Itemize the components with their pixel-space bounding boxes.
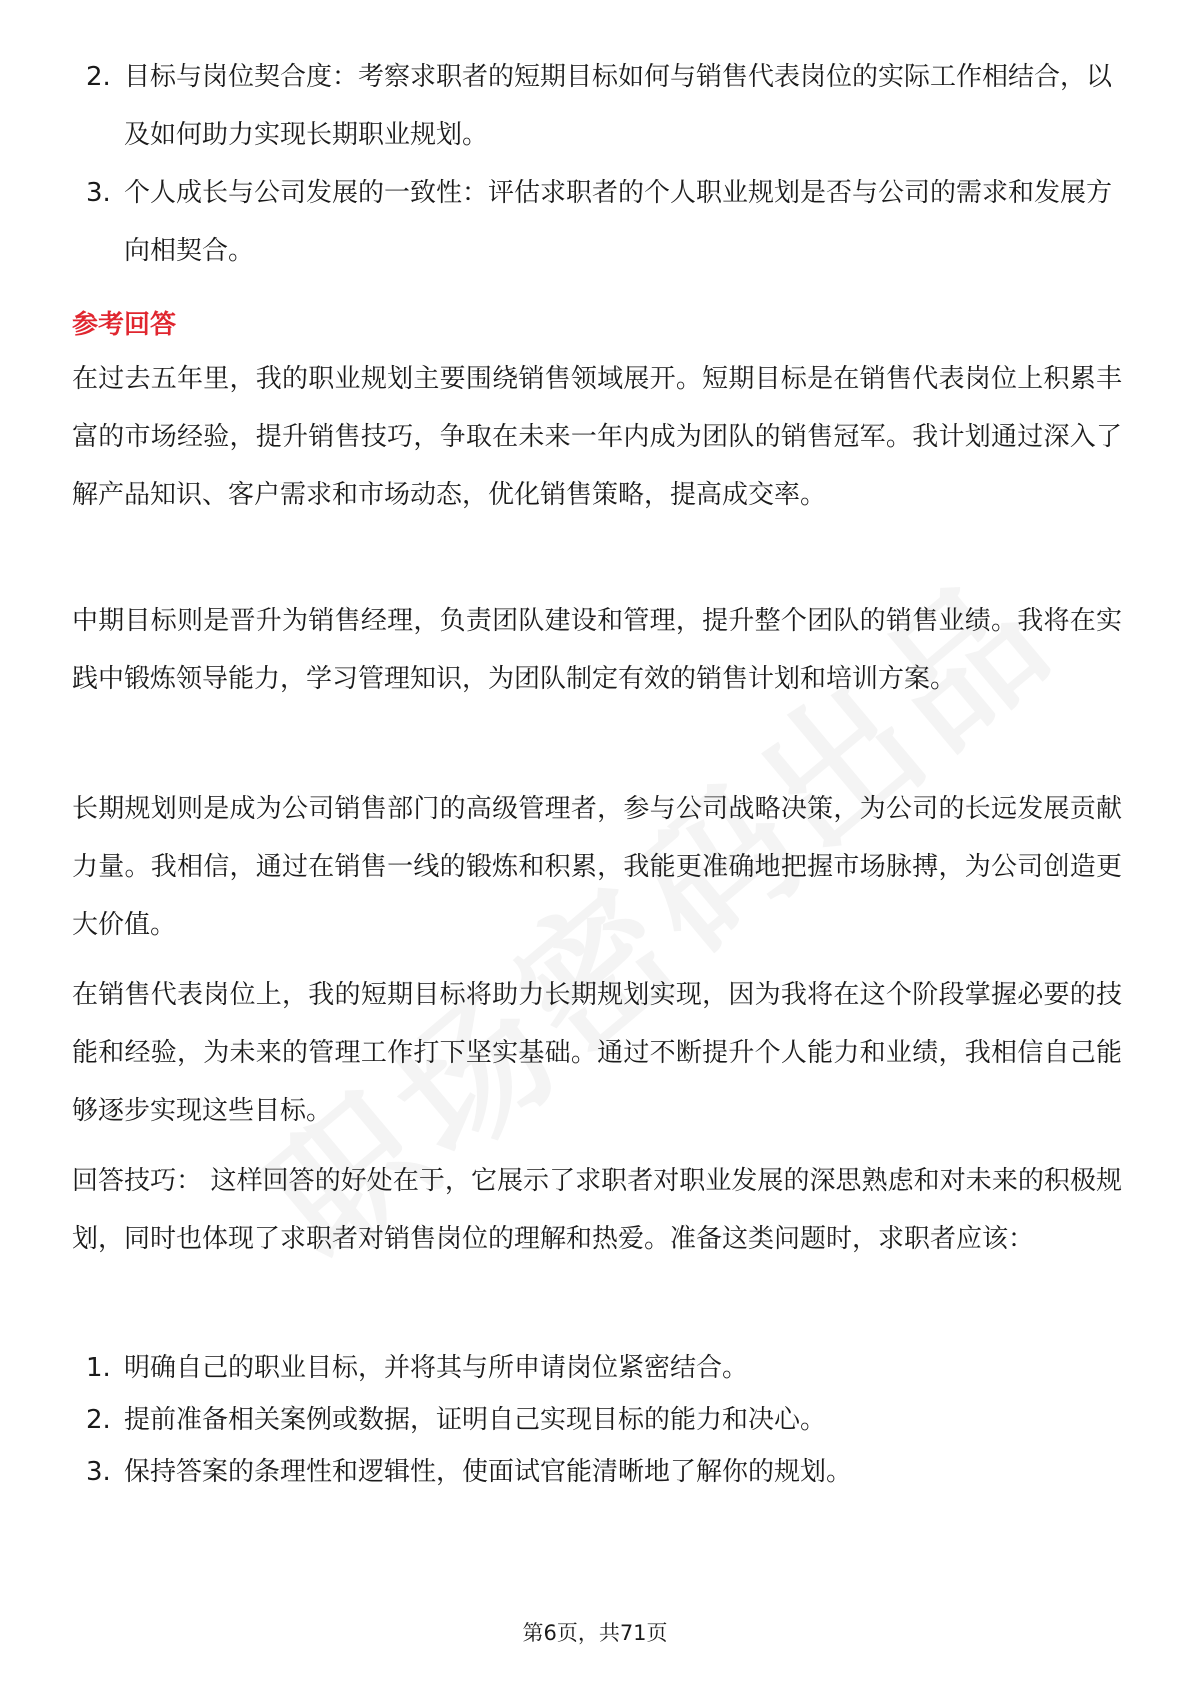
- section-title: 参考回答: [72, 310, 177, 340]
- list-item-number: 3.: [86, 1457, 111, 1487]
- list-item: [72, 1396, 1122, 1444]
- answer-paragraph: 中期目标则是晋升为销售经理，负责团队建设和管理，提升整个团队的销售业绩。我将在实践中锻炼领导能力，学习管理知识，为团队制定有效的销售计划和培训方案。: [72, 606, 1122, 694]
- list-item-number: 3.: [86, 178, 111, 208]
- list-item: [72, 164, 1122, 280]
- list-item-number: 1.: [86, 1353, 111, 1383]
- list-item-text: 提前准备相关案例或数据，证明自己实现目标的能力和决心。: [124, 1405, 827, 1435]
- list-item-text: 保持答案的条理性和逻辑性，使面试官能清晰地了解你的规划。: [124, 1457, 853, 1487]
- tips-paragraph: 回答技巧： 这样回答的好处在于，它展示了求职者对职业发展的深思熟虑和对未来的积极规划，同时也体现了求职者对销售岗位的理解和热爱。准备这类问题时，求职者应该：: [72, 1166, 1122, 1254]
- list-item-text: 目标与岗位契合度：考察求职者的短期目标如何与销售代表岗位的实际工作相结合，以及如何助力实现长期职业规划。: [124, 62, 1113, 150]
- criteria-list: [72, 48, 1122, 280]
- list-item-text: 个人成长与公司发展的一致性：评估求职者的个人职业规划是否与公司的需求和发展方向相契合。: [124, 178, 1113, 266]
- answer-paragraph: 在销售代表岗位上，我的短期目标将助力长期规划实现，因为我将在这个阶段掌握必要的技能和经验，为未来的管理工作打下坚实基础。通过不断提升个人能力和业绩，我相信自己能够逐步实现这些目标。: [72, 980, 1122, 1126]
- page-footer: 第6页，共71页: [522, 1621, 668, 1645]
- list-item-number: 2.: [86, 62, 111, 92]
- list-item: [72, 1344, 1122, 1392]
- answer-paragraph: 长期规划则是成为公司销售部门的高级管理者，参与公司战略决策，为公司的长远发展贡献力量。我相信，通过在销售一线的锻炼和积累，我能更准确地把握市场脉搏，为公司创造更大价值。: [72, 794, 1122, 940]
- answer-paragraph: 在过去五年里，我的职业规划主要围绕销售领域展开。短期目标是在销售代表岗位上积累丰富的市场经验，提升销售技巧，争取在未来一年内成为团队的销售冠军。我计划通过深入了解产品知识、客户需求和市场动态，优化销售策略，提高成交率。: [72, 364, 1122, 510]
- list-item-text: 明确自己的职业目标，并将其与所申请岗位紧密结合。: [124, 1353, 749, 1383]
- list-item: [72, 1448, 1122, 1496]
- tips-list: [72, 1344, 1122, 1496]
- list-item: [72, 48, 1122, 164]
- list-item-number: 2.: [86, 1405, 111, 1435]
